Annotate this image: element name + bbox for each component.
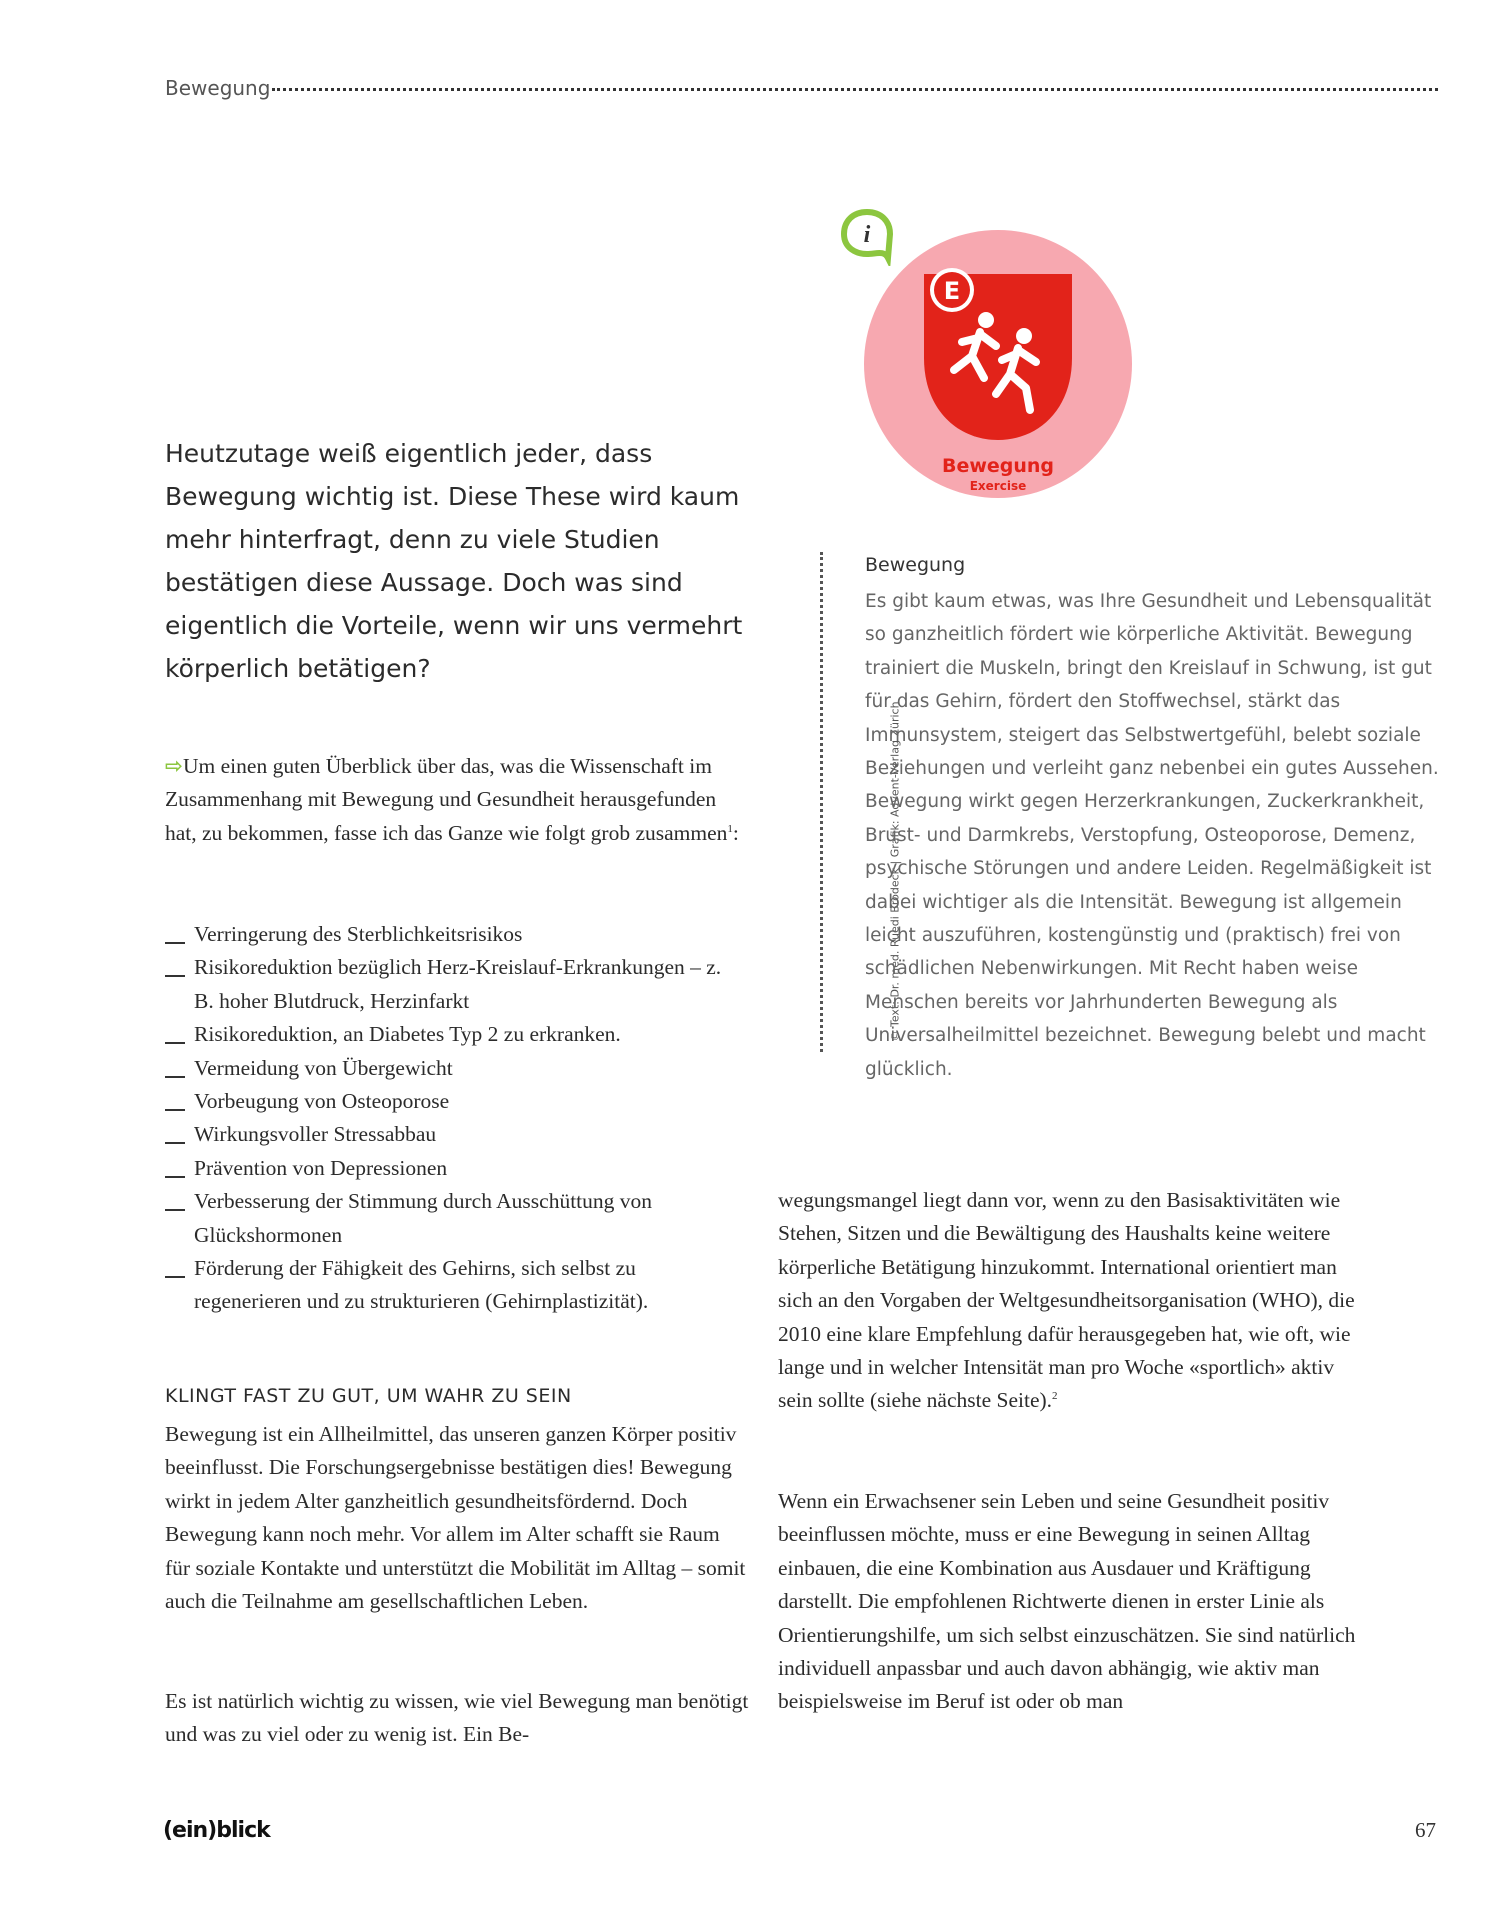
bewegung-badge [862,228,1134,500]
body-paragraph-right-2: Wenn ein Erwachsener sein Leben und seine Gesundheit positiv beeinflussen möchte, muss er eine Bewegung in seinen Alltag einbauen, die eine Kombination aus Ausdauer und Kräftigung darstellt. Die empfohlenen Richtwerte dienen in erster Linie als Orientierungshilfe, um sich selbst einzuschätzen. Sie sind natürlich individuell anpassbar und auch davon abhängig, wie aktiv man beispielsweise im Beruf ist oder ob man [778,1489,1356,1714]
list-item: Verringerung des Sterblichkeitsrisikos [165,918,745,951]
dash-bullet-icon [165,1142,185,1144]
footnote-ref-1: 1 [727,822,733,835]
list-item: Förderung der Fähigkeit des Gehirns, sich selbst zu regenerieren und zu strukturieren (Gehirnplastizität). [165,1252,745,1319]
lead-text: Um einen guten Überblick über das, was die Wissenschaft im Zusammenhang mit Bewegung und Gesundheit herausgefunden hat, zu bekommen, fasse ich das Ganze wie folgt grob zusammen [165,754,728,845]
footnote-ref-2: 2 [1052,1390,1058,1403]
list-item: Vorbeugung von Osteoporose [165,1085,745,1118]
list-item: Risikoreduktion bezüglich Herz-Kreislauf-Erkrankungen – z. B. hoher Blutdruck, Herzinfarkt [165,951,745,1018]
image-credit: © Text: Dr. med. Ruedi Brodeck | Grafik: Advent-Verlag Zürich [888,701,902,1042]
info-box-body: Es gibt kaum etwas, was Ihre Gesundheit und Lebensqualität so ganzheitlich fördert wie körperliche Aktivität. Bewegung trainiert die Muskeln, bringt den Kreislauf in Schwung, ist gut für das Gehirn, fördert den Stoffwechsel, stärkt das Immunsystem, steigert das Selbstwertgefühl, belebt soziale Beziehungen und verleiht ganz nebenbei ein gutes Aussehen. Bewegung wirkt gegen Herzerkrankungen, Zuckerkrankheit, Brust- und Darmkrebs, Verstopfung, Osteoporose, Demenz, psychische Störungen und andere Leiden. Regelmäßigkeit ist dabei wichtiger als die Intensität. Bewegung ist allgemein leicht auszuführen, kostengünstig und (praktisch) frei von schädlichen Nebenwirkungen. Mit Recht haben weise Menschen bereits vor Jahrhunderten Bewegung als Universalheilmittel bezeichnet. Bewegung belebt und macht glücklich. [865,591,1439,1080]
dash-bullet-icon [165,1109,185,1111]
lead-suffix: : [732,820,739,845]
dash-bullet-icon [165,1042,185,1044]
dash-bullet-icon [165,1176,185,1178]
intro-paragraph: Heutzutage weiß eigentlich jeder, dass Bewegung wichtig ist. Diese These wird kaum mehr hinterfragt, denn zu viele Studien bestätigen diese Aussage. Doch was sind eigentlich die Vorteile, wenn wir uns vermehrt körperlich betätigen? [165,439,743,683]
badge-letter: E [943,277,961,305]
arrow-right-icon: ⇨ [165,754,184,779]
info-box-title: Bewegung [865,554,966,576]
info-pin-letter: i [863,222,871,248]
dash-bullet-icon [165,975,185,977]
page-number: 67 [1415,1818,1436,1842]
badge-title: Bewegung [941,455,1055,477]
badge-subtitle: Exercise [969,479,1027,493]
magazine-logo: (ein)blick [163,1818,270,1843]
body-paragraph-right-1: wegungsmangel liegt dann vor, wenn zu den Basisaktivitäten wie Stehen, Sitzen und die Bewältigung des Haushalts keine weitere körperliche Betätigung hinzukommt. International orientiert man sich an den Vorgaben der Weltgesundheitsorganisation (WHO), die 2010 eine klare Empfehlung dafür herausgegeben hat, wie oft, wie lange und in welcher Intensität man pro Woche «sportlich» aktiv sein sollte (siehe nächste Seite).$^2$ [778,1188,1355,1413]
body-paragraph-left-2: Es ist natürlich wichtig zu wissen, wie viel Bewegung man benötigt und was zu viel oder zu wenig ist. Ein Be- [165,1689,749,1747]
list-item: Vermeidung von Übergewicht [165,1052,745,1085]
list-item: Wirkungsvoller Stressabbau [165,1118,745,1151]
header-dotted-rule [272,88,1438,91]
dash-bullet-icon [165,942,185,944]
dash-bullet-icon [165,1276,185,1278]
body-paragraph-left-1: Bewegung ist ein Allheilmittel, das unseren ganzen Körper positiv beeinflusst. Die Forschungsergebnisse bestätigen dies! Bewegung wirkt in jedem Alter ganzheitlich gesundheitsfördernd. Doch Bewegung kann noch mehr. Vor allem im Alter schafft sie Raum für soziale Kontakte und unterstützt die Mobilität im Alltag – somit auch die Teilnahme am gesellschaftlichen Leben. [165,1422,746,1614]
lead-paragraph [165,750,740,850]
running-header: Bewegung [165,76,271,100]
list-item: Risikoreduktion, an Diabetes Typ 2 zu erkranken. [165,1018,745,1051]
dash-bullet-icon [165,1209,185,1211]
dash-bullet-icon [165,1076,185,1078]
list-item: Verbesserung der Stimmung durch Ausschüttung von Glückshormonen [165,1185,745,1252]
section-heading: KLINGT FAST ZU GUT, UM WAHR ZU SEIN [165,1385,572,1407]
list-item: Prävention von Depressionen [165,1152,745,1185]
benefits-list [165,918,745,1319]
info-box-dotted-rule [820,552,823,1052]
